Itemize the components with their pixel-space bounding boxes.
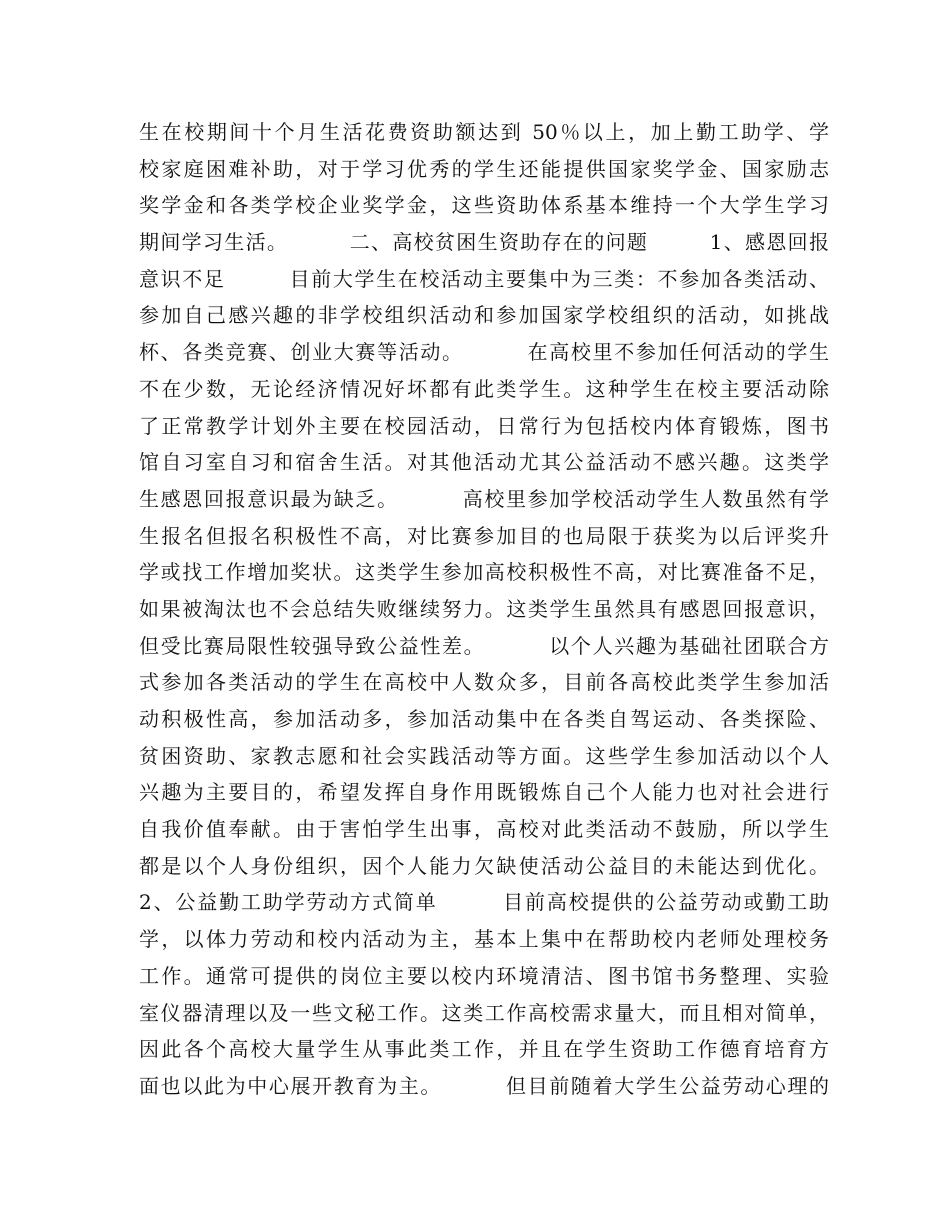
text-line: 杯、各类竞赛、创业大赛等活动。 在高校里不参加任何活动的学生 (139, 340, 829, 365)
text-line: 校家庭困难补助，对于学习优秀的学生还能提供国家奖学金、国家励志 (139, 156, 829, 181)
text-line: 因此各个高校大量学生从事此类工作，并且在学生资助工作德育培育方 (139, 1037, 829, 1062)
text-line: 馆自习室自习和宿舍生活。对其他活动尤其公益活动不感兴趣。这类学 (139, 450, 829, 475)
text-line: 式参加各类活动的学生在高校中人数众多，目前各高校此类学生参加活 (139, 670, 829, 695)
text-line: 参加自己感兴趣的非学校组织活动和参加国家学校组织的活动，如挑战 (139, 303, 829, 328)
text-line: 奖学金和各类学校企业奖学金，这些资助体系基本维持一个大学生学习 (139, 193, 829, 218)
text-line: 学或找工作增加奖状。这类学生参加高校积极性不高，对比赛准备不足， (139, 560, 829, 585)
text-line: 面也以此为中心展开教育为主。 但目前随着大学生公益劳动心理的 (139, 1073, 829, 1098)
text-line: 生感恩回报意识最为缺乏。 高校里参加学校活动学生人数虽然有学 (139, 486, 829, 511)
text-line: 生在校期间十个月生活花费资助额达到 50％以上，加上勤工助学、学 (139, 120, 829, 144)
text-line: 如果被淘汰也不会总结失败继续努力。这类学生虽然具有感恩回报意识， (139, 596, 829, 621)
body-text (139, 114, 829, 1105)
text-line: 生报名但报名积极性不高，对比赛参加目的也局限于获奖为以后评奖升 (139, 523, 829, 548)
text-line: 期间学习生活。 二、高校贫困生资助存在的问题 1、感恩回报 (139, 230, 829, 255)
text-line: 2、公益勤工助学劳动方式简单 目前高校提供的公益劳动或勤工助 (139, 890, 829, 915)
text-line: 贫困资助、家教志愿和社会实践活动等方面。这些学生参加活动以个人 (139, 743, 829, 768)
text-line: 工作。通常可提供的岗位主要以校内环境清洁、图书馆书务整理、实验 (139, 963, 829, 988)
text-line: 学，以体力劳动和校内活动为主，基本上集中在帮助校内老师处理校务 (139, 927, 829, 952)
text-line: 都是以个人身份组织，因个人能力欠缺使活动公益目的未能达到优化。 (139, 853, 829, 878)
text-line: 了正常教学计划外主要在校园活动，日常行为包括校内体育锻炼，图书 (139, 413, 829, 438)
text-line: 但受比赛局限性较强导致公益性差。 以个人兴趣为基础社团联合方 (139, 633, 829, 658)
text-line: 兴趣为主要目的，希望发挥自身作用既锻炼自己个人能力也对社会进行 (139, 780, 829, 805)
text-line: 动积极性高，参加活动多，参加活动集中在各类自驾运动、各类探险、 (139, 707, 829, 731)
text-line: 不在少数，无论经济情况好坏都有此类学生。这种学生在校主要活动除 (139, 376, 829, 401)
text-line: 意识不足 目前大学生在校活动主要集中为三类：不参加各类活动、 (139, 266, 829, 291)
text-line: 自我价值奉献。由于害怕学生出事，高校对此类活动不鼓励，所以学生 (139, 817, 829, 842)
text-line: 室仪器清理以及一些文秘工作。这类工作高校需求量大，而且相对简单， (139, 1000, 829, 1025)
